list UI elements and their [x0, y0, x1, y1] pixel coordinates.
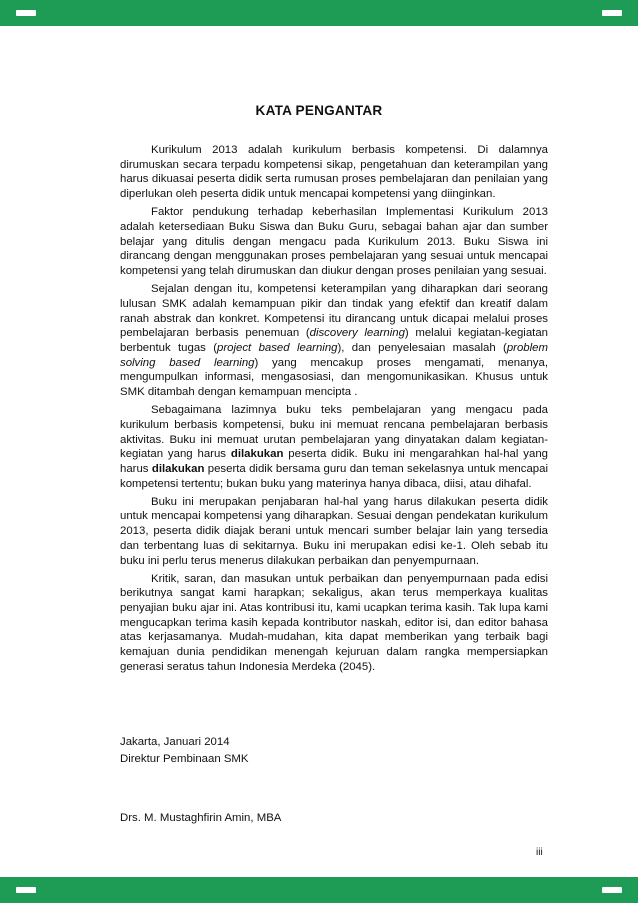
- text-run: Kurikulum 2013 adalah kurikulum berbasis kompetensi. Di dalamnya dirumuskan secara terpadu kompetensi sikap, pengetahuan dan keterampilan yang harus dikuasai peserta didik serta rumusan proses pembelajaran dan penilaian yang diperlukan oleh peserta didik untuk mencapai kompetensi yang diinginkan.: [120, 144, 548, 201]
- text-run: Sebagaimana lazimnya buku teks pembelajaran yang mengacu pada kurikulum berbasis kompetensi, buku ini memuat rencana pembelajaran berbasis aktivitas. Buku ini memuat urutan pembelajaran yang dinyatakan dalam kegiatan-kegiatan yang harus: [120, 404, 548, 461]
- text-run: ), dan penyelesaian masalah (: [337, 341, 507, 354]
- text-run: Kritik, saran, dan masukan untuk perbaikan dan penyempurnaan pada edisi berikutnya sangat kami harapkan; sekaligus, akan terus memperkaya kualitas penyajian buku ajar ini. Atas kontribusi itu, kami ucapkan terima kasih. Tak lupa kami mengucapkan terima kasih kepada kontributor naskah, editor isi, dan editor bahasa atas kerjasamanya. Mudah-mudahan, kita dapat memberikan yang terbaik bagi kemajuan dunia pendidikan menengah kejuruan dalam rangka mempersiapkan generasi seratus tahun Indonesia Merdeka (2045).: [120, 572, 548, 673]
- italic-term: problem solving based learning: [120, 341, 548, 369]
- paragraph: [120, 572, 548, 675]
- top-left-tab-marker: [16, 10, 36, 16]
- italic-term: project based learning: [217, 341, 338, 354]
- top-right-tab-marker: [602, 10, 622, 16]
- bottom-right-tab-marker: [602, 887, 622, 893]
- italic-term: discovery learning: [309, 327, 405, 340]
- bottom-left-tab-marker: [16, 887, 36, 893]
- text-run: Sejalan dengan itu, kompetensi keterampilan yang diharapkan dari seorang lulusan SMK adalah kemampuan pikir dan tindak yang efektif dan kreatif dalam ranah abstrak dan konkret. Kompetensi itu dirancang untuk dicapai melalui proses pembelajaran berbasis penemuan (: [120, 283, 548, 340]
- bold-term: dilakukan: [230, 448, 284, 461]
- paragraph: [120, 403, 548, 491]
- text-run: Faktor pendukung terhadap keberhasilan Implementasi Kurikulum 2013 adalah ketersediaan Buku Siswa dan Buku Guru, sebagai bahan ajar dan sumber belajar yang ditulis dengan mengacu pada Kurikulum 2013. Buku Siswa ini dirancang dengan menggunakan proses pembelajaran yang sesuai untuk mencapai kompetensi yang telah dirumuskan dan diukur dengan proses penilaian yang sesuai.: [120, 206, 548, 278]
- text-run: ) melalui kegiatan-kegiatan berbentuk tugas (: [120, 327, 548, 354]
- signer-name: Drs. M. Mustaghfirin Amin, MBA: [120, 812, 282, 824]
- page-title: KATA PENGANTAR: [255, 103, 383, 118]
- paragraph: [120, 495, 548, 569]
- paragraph: [120, 205, 548, 279]
- bottom-green-band: [0, 877, 638, 903]
- closing-role: Direktur Pembinaan SMK: [120, 753, 249, 765]
- body-text: [120, 143, 548, 678]
- bold-term: dilakukan: [151, 462, 205, 475]
- text-run: ) yang mencakup proses mengamati, menanya, mengumpulkan informasi, mengasosiasi, dan mengomunikasikan. Khusus untuk SMK ditambah dengan kemampuan mencipta .: [120, 356, 548, 399]
- text-run: Buku ini merupakan penjabaran hal-hal yang harus dilakukan peserta didik untuk mencapai kompetensi yang diharapkan. Sesuai dengan pendekatan kurikulum 2013, peserta didik diajak berani untuk mencari sumber belajar lain yang tersedia dan terbentang luas di sekitarnya. Buku ini merupakan edisi ke-1. Oleh sebab itu buku ini perlu terus menerus dilakukan perbaikan dan penyempurnaan.: [120, 495, 548, 567]
- text-run: peserta didik. Buku ini mengarahkan hal-hal yang harus: [120, 448, 548, 475]
- text-run: peserta didik bersama guru dan teman sekelasnya untuk mencapai kompetensi tertentu; bukan buku yang materinya hanya dibaca, diisi, atau dihafal.: [120, 462, 548, 490]
- page-number: iii: [536, 847, 543, 858]
- paragraph: [120, 282, 548, 400]
- paragraph: [120, 143, 548, 202]
- top-green-band: [0, 0, 638, 26]
- closing-place-date: Jakarta, Januari 2014: [120, 736, 230, 748]
